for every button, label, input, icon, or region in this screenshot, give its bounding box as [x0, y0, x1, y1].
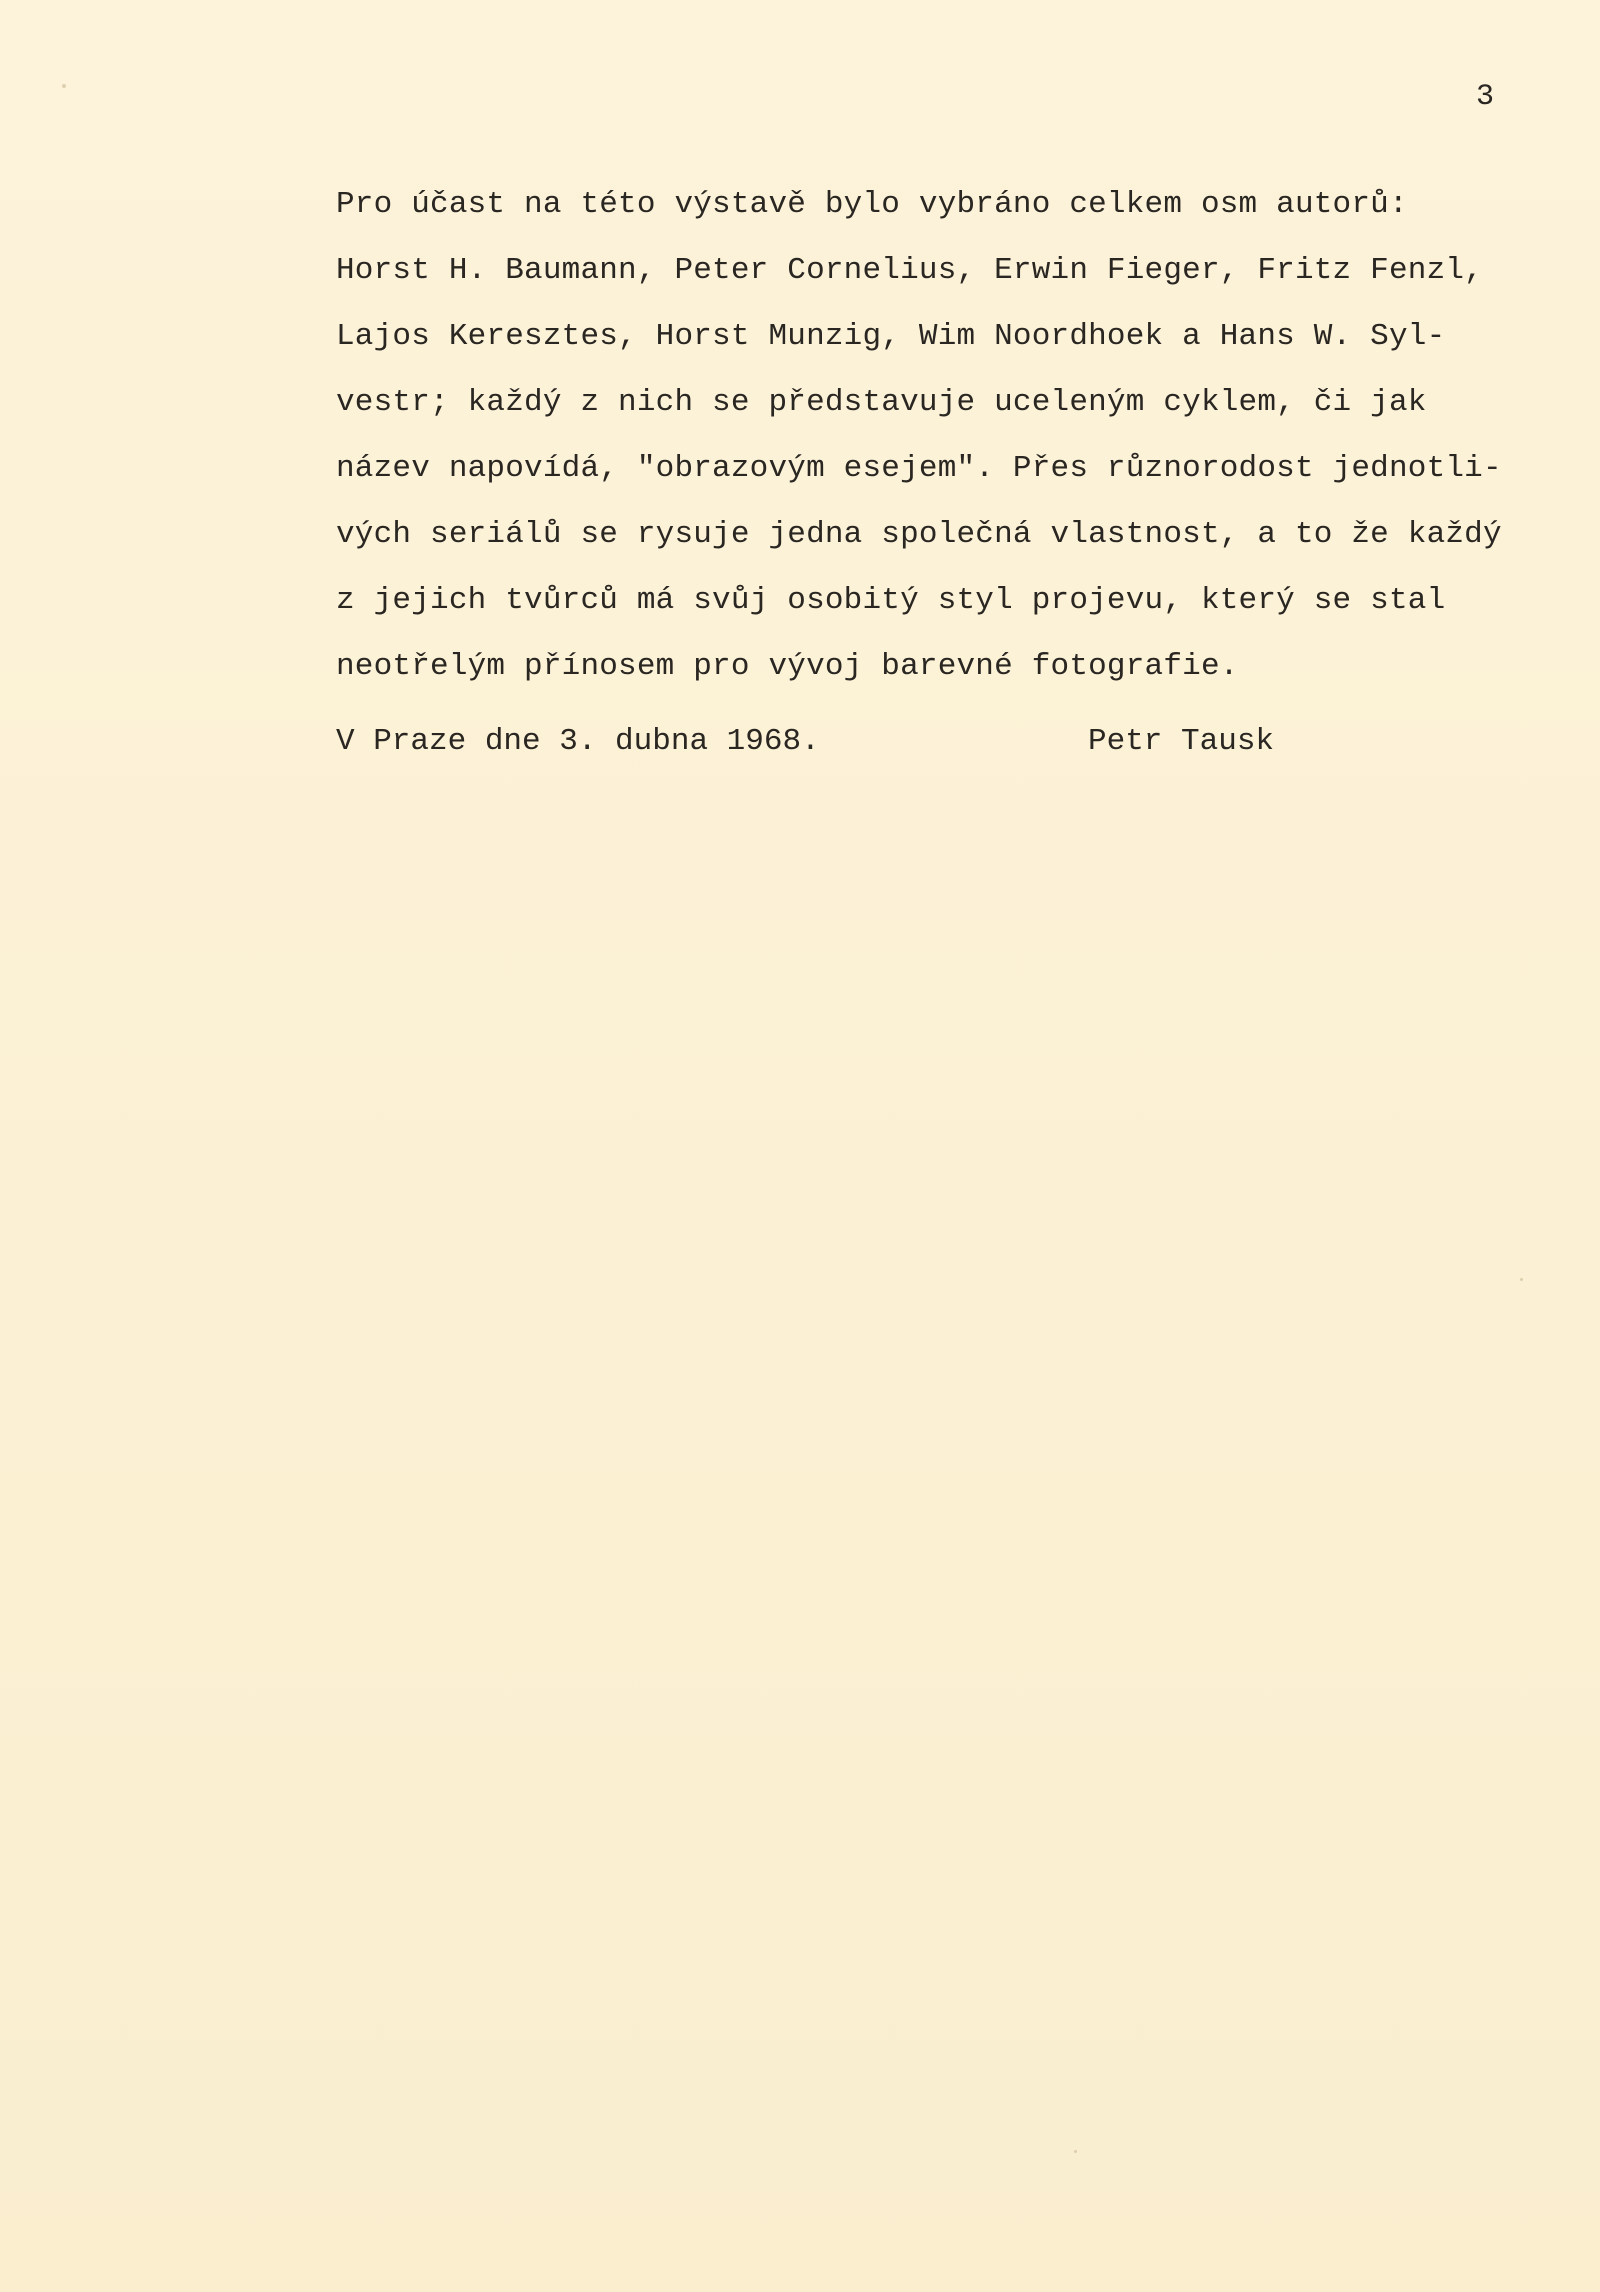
paragraph-line: neotřelým přínosem pro vývoj barevné fotografie.: [336, 649, 1239, 684]
dateline: V Praze dne 3. dubna 1968.: [336, 724, 820, 759]
paper-speck: [1520, 1278, 1523, 1281]
body-paragraph: [336, 172, 1576, 700]
paragraph-line: vestr; každý z nich se představuje uceleným cyklem, či jak: [336, 385, 1427, 420]
paragraph-line: z jejich tvůrců má svůj osobitý styl projevu, který se stal: [336, 583, 1446, 618]
paragraph-line: Horst H. Baumann, Peter Cornelius, Erwin Fieger, Fritz Fenzl,: [336, 253, 1483, 288]
paragraph-line: Pro účast na této výstavě bylo vybráno celkem osm autorů:: [336, 187, 1408, 222]
signature: Petr Tausk: [1088, 724, 1275, 759]
paragraph-line: Lajos Keresztes, Horst Munzig, Wim Noordhoek a Hans W. Syl-: [336, 319, 1446, 354]
paper-speck: [1074, 2150, 1077, 2153]
page-number: 3: [1476, 80, 1495, 114]
paper-speck: [62, 84, 66, 88]
paragraph-line: název napovídá, "obrazovým esejem". Přes různorodost jednotli-: [336, 451, 1502, 486]
paragraph-line: vých seriálů se rysuje jedna společná vlastnost, a to že každý: [336, 517, 1502, 552]
